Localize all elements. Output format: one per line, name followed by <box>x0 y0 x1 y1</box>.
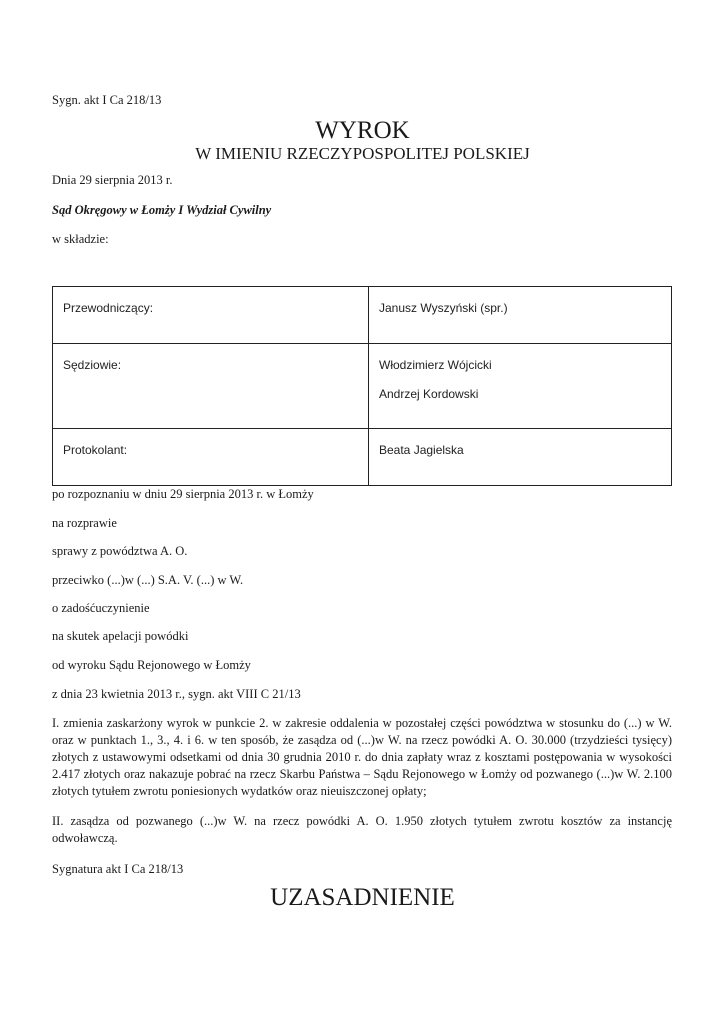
panel-role-cell <box>53 429 369 486</box>
panel-role: Przewodniczący: <box>63 301 154 315</box>
panel-row-judges <box>53 344 672 429</box>
panel-role-cell <box>53 287 369 344</box>
ruling-paragraph-1: I. zmienia zaskarżony wyrok w punkcie 2. w zakresie oddalenia w pozostałej części powództwa w stosunku do (...) w W. oraz w punktach 1., 3., 4. i 6. w ten sposób, że zasądza od (...)w W. na rzecz powódki A. O. 30.000 (trzydzieści tysięcy) złotych z ustawowymi odsetkami od dnia 30 grudnia 2010 r. do dnia zapłaty wraz z kosztami postępowania w wysokości 2.417 złotych oraz nakazuje pobrać na rzecz Skarbu Państwa – Sądu Rejonowego w Łomży od pozwanego (...)w W. 2.100 złotych tytułem zwrotu poniesionych wydatków oraz nieuiszczonej opłaty; <box>52 716 672 798</box>
panel-name: Andrzej Kordowski <box>379 387 479 401</box>
panel-role: Protokolant: <box>63 443 128 457</box>
panel-name: Janusz Wyszyński (spr.) <box>379 301 508 315</box>
panel-row-clerk <box>53 429 672 486</box>
panel-name: Beata Jagielska <box>379 443 464 457</box>
court-panel-table <box>52 286 672 486</box>
case-line: od wyroku Sądu Rejonowego w Łomży <box>52 658 251 672</box>
case-line: przeciwko (...)w (...) S.A. V. (...) w W. <box>52 573 244 587</box>
panel-names-cell <box>369 344 672 429</box>
panel-role: Sędziowie: <box>63 358 122 372</box>
document-title: WYROK <box>315 117 410 144</box>
judgment-date: Dnia 29 sierpnia 2013 r. <box>52 173 173 187</box>
panel-names-cell <box>369 429 672 486</box>
composition-label: w składzie: <box>52 232 109 246</box>
panel-name: Włodzimierz Wójcicki <box>379 358 492 372</box>
court-name: Sąd Okręgowy w Łomży I Wydział Cywilny <box>52 203 272 217</box>
case-signature: Sygn. akt I Ca 218/13 <box>52 93 162 107</box>
case-line: po rozpoznaniu w dniu 29 sierpnia 2013 r. w Łomży <box>52 487 314 501</box>
case-line: na skutek apelacji powódki <box>52 629 189 643</box>
panel-role-cell <box>53 344 369 429</box>
panel-names-cell <box>369 287 672 344</box>
section-title: UZASADNIENIE <box>270 884 455 911</box>
document-subtitle: W IMIENIU RZECZYPOSPOLITEJ POLSKIEJ <box>195 144 530 163</box>
ruling-paragraph-2: II. zasądza od pozwanego (...)w W. na rzecz powódki A. O. 1.950 złotych tytułem zwrotu kosztów za instancję odwoławczą. <box>52 814 672 845</box>
case-line: sprawy z powództwa A. O. <box>52 544 188 558</box>
panel-row-presiding <box>53 287 672 344</box>
case-line: na rozprawie <box>52 516 117 530</box>
footer-signature: Sygnatura akt I Ca 218/13 <box>52 862 184 876</box>
case-line: o zadośćuczynienie <box>52 601 150 615</box>
case-line: z dnia 23 kwietnia 2013 r., sygn. akt VIII C 21/13 <box>52 687 301 701</box>
